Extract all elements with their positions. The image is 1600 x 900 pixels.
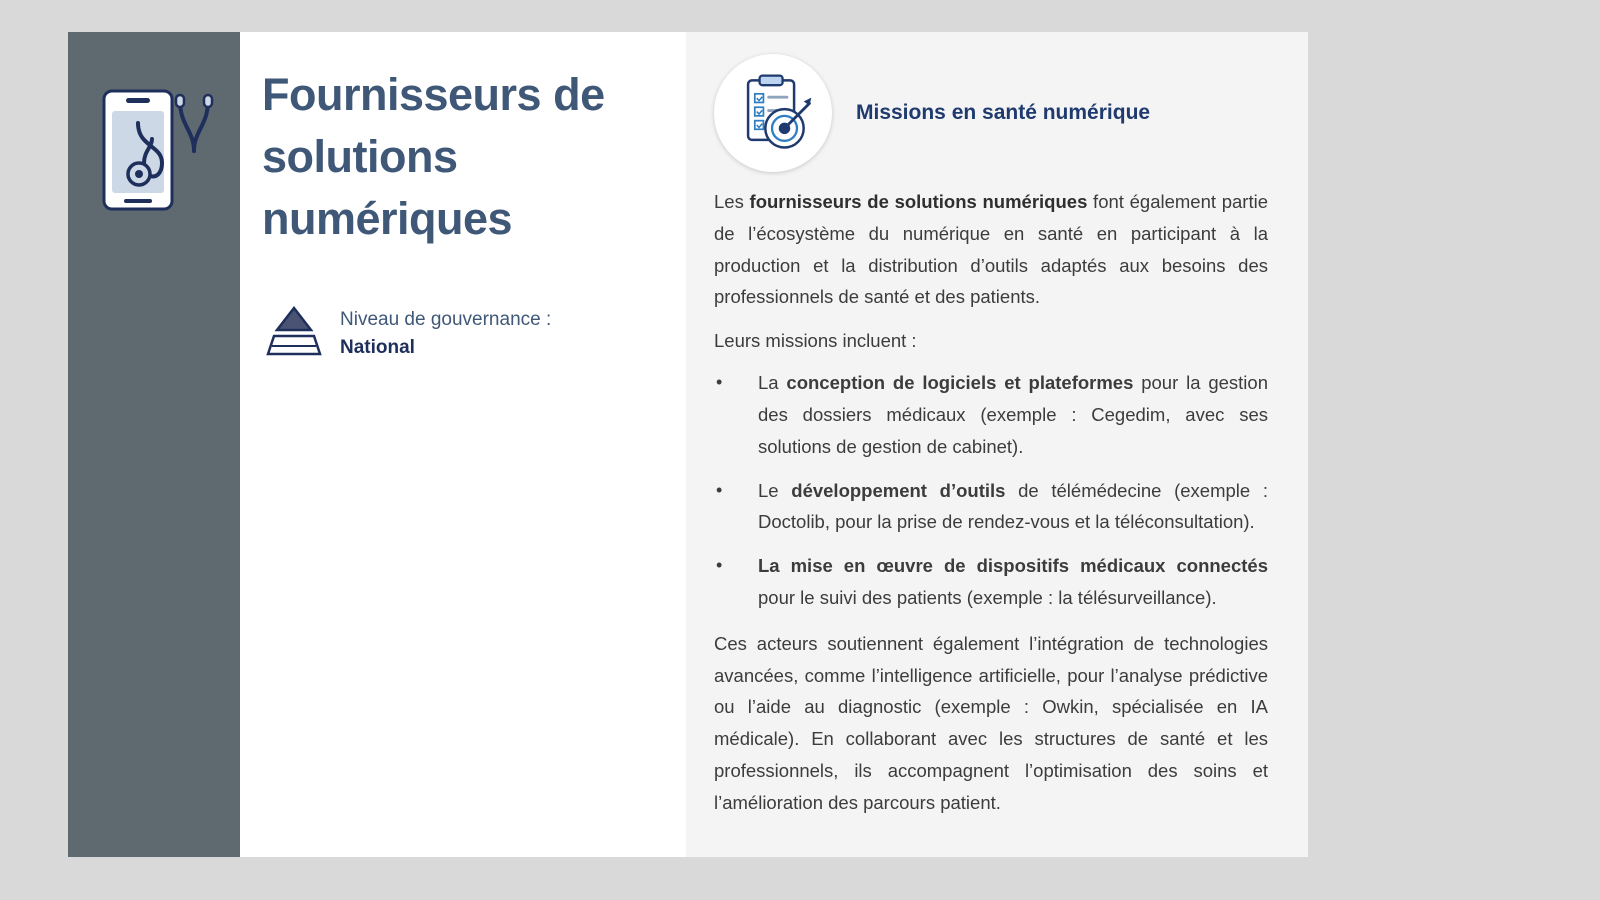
smartphone-stethoscope-icon — [98, 77, 228, 237]
clipboard-target-icon — [714, 54, 832, 172]
mission-title: Missions en santé numérique — [856, 101, 1151, 124]
mission-intro: Les fournisseurs de solutions numériques font également partie de l’écosystème du numérique en santé en participant à la production et la distribution d’outils adaptés aux besoins des professionnels de santé et des patients. — [714, 191, 1268, 308]
mission-header — [714, 32, 1268, 172]
pyramid-icon — [262, 306, 326, 358]
content-column — [686, 32, 1308, 857]
governance-text — [340, 302, 551, 361]
page-title: Fournisseurs de solutions numériques — [262, 69, 605, 245]
list-item: • La conception de logiciels et plateformes pour la gestion des dossiers médicaux (exemple : Cegedim, avec ses solutions de gestion de cabinet). — [714, 367, 1268, 462]
title-column — [240, 32, 686, 857]
list-item: • La mise en œuvre de dispositifs médicaux connectés pour le suivi des patients (exemple : la télésurveillance). — [714, 550, 1268, 614]
mission-closing: Ces acteurs soutiennent également l’intégration de technologies avancées, comme l’intelligence artificielle, pour l’analyse prédictive ou l’aide au diagnostic (exemple : Owkin, spécialisée en IA médicale). En collaborant avec les structures de santé et les professionnels, ils accompagnent l’optimisation des soins et l’amélioration des parcours patient. — [714, 632, 1268, 813]
mission-lead-in: Leurs missions incluent : — [714, 330, 917, 352]
governance-block — [262, 302, 656, 361]
governance-label: Niveau de gouvernance : — [340, 309, 552, 331]
mission-bullet-list — [714, 367, 1268, 614]
governance-value: National — [340, 336, 415, 358]
list-item: • Le développement d’outils de télémédecine (exemple : Doctolib, pour la prise de rendez-vous et la téléconsultation). — [714, 475, 1268, 539]
slide-canvas — [68, 32, 1308, 857]
slide-side-bar — [68, 32, 240, 857]
